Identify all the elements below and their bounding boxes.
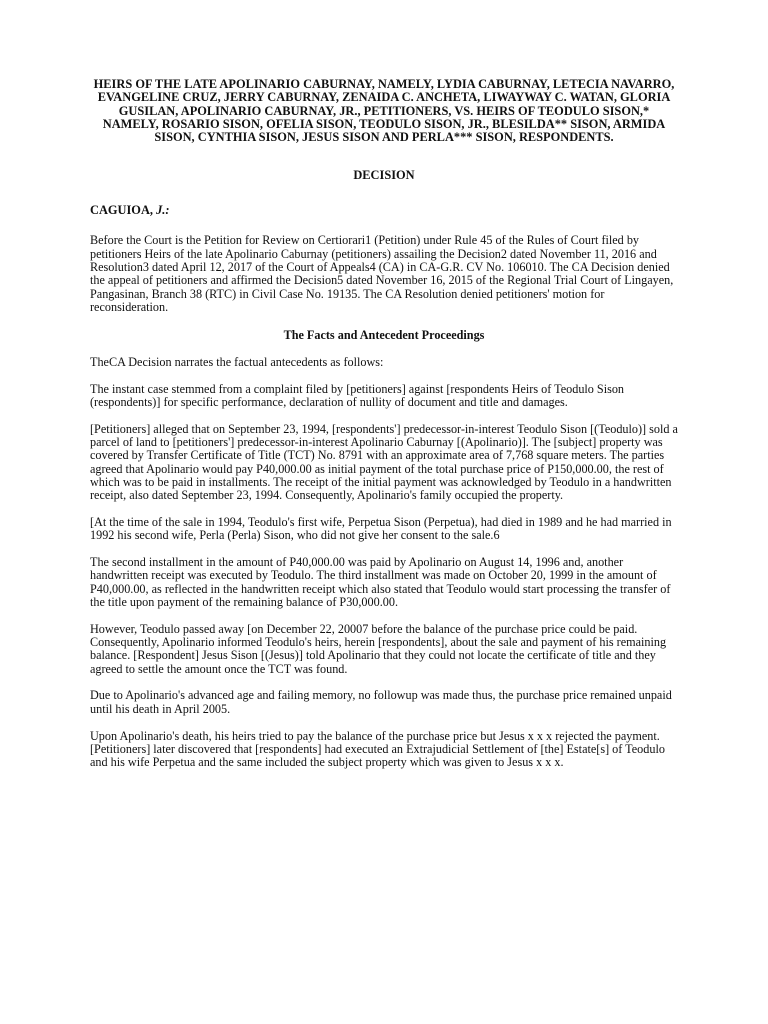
decision-heading: DECISION	[353, 168, 415, 183]
paragraph: [At the time of the sale in 1994, Teodulo's first wife, Perpetua Sison (Perpetua), had died in 1989 and he had married in 1992 his second wife, Perla (Perla) Sison, who did not give her consent to the sale.6	[90, 514, 672, 543]
paragraph: Due to Apolinario's advanced age and failing memory, no followup was made thus, the purchase price remained unpaid until his death in April 2005.	[90, 688, 672, 716]
case-caption: HEIRS OF THE LATE APOLINARIO CABURNAY, NAMELY, LYDIA CABURNAY, LETECIA NAVARRO, EVANGELINE CRUZ, JERRY CABURNAY, ZENAIDA C. ANCHETA, LIWAYWAY C. WATAN, GLORIA GUSILAN, APOLINARIO CABURNAY, JR., PETITIONERS, VS. HEIRS OF TEODULO SISON,* NAMELY, ROSARIO SISON, OFELIA SISON, TEODULO SISON, JR., BLESILDA** SISON, ARMIDA SISON, CYNTHIA SISON, JESUS SISON AND PERLA*** SISON, RESPONDENTS.	[93, 77, 675, 145]
ponente	[90, 203, 678, 217]
paragraph-petition: Before the Court is the Petition for Review on Certiorari1 (Petition) under Rule 45 of the Rules of Court filed by petitioners Heirs of the late Apolinario Caburnay (petitioners) assailing the Decision2 dated November 11, 2016 and Resolution3 dated April 12, 2017 of the Court of Appeals4 (CA) in CA-G.R. CV No. 106010. The CA Decision denied the appeal of petitioners and affirmed the Decision5 dated November 16, 2015 of the Regional Trial Court of Lingayen, Pangasinan, Branch 38 (RTC) in Civil Case No. 19135. The CA Resolution denied petitioners' motion for reconsideration.	[90, 233, 674, 314]
paragraph: [Petitioners] alleged that on September 23, 1994, [respondents'] predecessor-in-interest Teodulo Sison [(Teodulo)] sold a parcel of land to [petitioners'] predecessor-in-interest Apolinario Caburnay [(Apolinario)]. The [subject] property was covered by Transfer Certificate of Title (TCT) No. 8791 with an approximate area of 7,768 square meters. The parties agreed that Apolinario would pay P40,000.00 as initial payment of the total purchase price of P150,000.00, the rest of which was to be paid in installments. The receipt of the initial payment was acknowledged by Teodulo in a handwritten receipt, also dated September 23, 1994. Consequently, Apolinario's family occupied the property.	[90, 421, 678, 503]
paragraph: The instant case stemmed from a complaint filed by [petitioners] against [respondents Heirs of Teodulo Sison (respondents)] for specific performance, declaration of nullity of document and title and damages.	[90, 381, 625, 409]
ponente-name: CAGUIOA,	[90, 203, 157, 218]
paragraph: TheCA Decision narrates the factual antecedents as follows:	[90, 354, 384, 369]
paragraph: Upon Apolinario's death, his heirs tried to pay the balance of the purchase price but Jesus x x x rejected the payment. [Petitioners] later discovered that [respondents] had executed an Extrajudicial Settlement of [the] Estate[s] of Teodulo and his wife Perpetua and the same included the subject property which was given to Jesus x x x.	[90, 728, 665, 770]
paragraph: However, Teodulo passed away [on December 22, 20007 before the balance of the purchase price could be paid. Consequently, Apolinario informed Teodulo's heirs, herein [respondents], about the sale and payment of his remaining balance. [Respondent] Jesus Sison [(Jesus)] told Apolinario that they could not locate the certificate of title and they agreed to settle the amount once the TCT was found.	[90, 621, 667, 676]
section-heading-facts: The Facts and Antecedent Proceedings	[283, 327, 485, 342]
paragraph: The second installment in the amount of P40,000.00 was paid by Apolinario on August 14, 1996 and, another handwritten receipt was executed by Teodulo. The third installment was made on October 20, 1999 in the amount of P40,000.00, as reflected in the handwritten receipt which also stated that Teodulo would start processing the transfer of the title upon payment of the remaining balance of P30,000.00.	[90, 555, 671, 609]
ponente-title: J.:	[156, 203, 170, 218]
